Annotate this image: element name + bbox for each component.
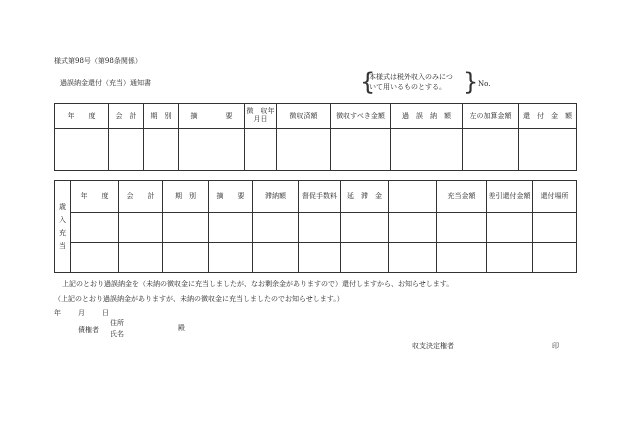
note-text bbox=[369, 72, 453, 92]
cell-account[interactable] bbox=[109, 129, 144, 171]
refund-table bbox=[54, 103, 577, 171]
cell[interactable] bbox=[437, 243, 487, 273]
form-number: 様式第98号（第98条関係） bbox=[54, 57, 142, 65]
address-label: 住所 bbox=[110, 319, 124, 327]
header-late-charge: 延 滞 金 bbox=[341, 181, 389, 213]
cell[interactable] bbox=[119, 243, 163, 273]
header-summary-2: 摘 要 bbox=[209, 181, 253, 213]
note-box bbox=[360, 68, 479, 96]
number-label: No. bbox=[478, 80, 491, 88]
cell-summary[interactable] bbox=[179, 129, 245, 171]
header-refund-place: 還付場所 bbox=[533, 181, 577, 213]
header-summary: 摘 要 bbox=[179, 104, 245, 129]
cell[interactable] bbox=[389, 243, 437, 273]
header-appropriated-amount: 充当金額 bbox=[437, 181, 487, 213]
header-account-2: 会 計 bbox=[119, 181, 163, 213]
left-brace-icon: { bbox=[360, 68, 376, 96]
appropriation-entry-row bbox=[55, 243, 577, 273]
header-amount-due: 徴収すべき金額 bbox=[331, 104, 391, 129]
cell[interactable] bbox=[209, 213, 253, 243]
document-title: 過誤納金還付（充当）通知書 bbox=[60, 79, 151, 87]
header-fiscal-year: 年 度 bbox=[55, 104, 109, 129]
header-additional-amount: 左の加算金額 bbox=[463, 104, 519, 129]
refund-entry-row bbox=[55, 129, 577, 171]
cell[interactable] bbox=[209, 243, 253, 273]
header-period-2: 期 別 bbox=[163, 181, 209, 213]
appropriation-entry-row bbox=[55, 213, 577, 243]
cell-amount-due[interactable] bbox=[331, 129, 391, 171]
header-account: 会 計 bbox=[109, 104, 144, 129]
cell[interactable] bbox=[437, 213, 487, 243]
seal-mark: 印 bbox=[552, 342, 559, 350]
cell-refund-amount[interactable] bbox=[519, 129, 577, 171]
refund-message: 上記のとおり過誤納金を（未納の徴収金に充当しましたが、なお剰余金がありますので）還付しますから、お知らせします。 bbox=[62, 280, 454, 288]
header-refund-amount: 還 付 金 額 bbox=[519, 104, 577, 129]
cell[interactable] bbox=[163, 213, 209, 243]
cell[interactable] bbox=[71, 213, 119, 243]
creditor-label: 債権者 bbox=[78, 326, 99, 334]
cell-collected-amount[interactable] bbox=[277, 129, 331, 171]
cell-collection-date[interactable] bbox=[245, 129, 277, 171]
appropriation-table bbox=[54, 180, 577, 273]
cell[interactable] bbox=[341, 243, 389, 273]
cell-fiscal-year[interactable] bbox=[55, 129, 109, 171]
date-day: 日 bbox=[102, 309, 109, 317]
header-fiscal-year-2: 年 度 bbox=[71, 181, 119, 213]
header-net-refund: 差引還付金額 bbox=[487, 181, 533, 213]
header-overpaid-amount: 過 誤 納 額 bbox=[391, 104, 463, 129]
header-reminder-fee: 督促手数料 bbox=[299, 181, 341, 213]
header-blank bbox=[389, 181, 437, 213]
cell[interactable] bbox=[533, 213, 577, 243]
cell[interactable] bbox=[299, 243, 341, 273]
cell[interactable] bbox=[487, 213, 533, 243]
date-year: 年 bbox=[54, 309, 61, 317]
right-brace-icon: } bbox=[463, 68, 479, 96]
cell[interactable] bbox=[299, 213, 341, 243]
header-delinquent-amount: 滞納額 bbox=[253, 181, 299, 213]
refund-header-row bbox=[55, 104, 577, 129]
cell-overpaid-amount[interactable] bbox=[391, 129, 463, 171]
authority-label: 収支決定権者 bbox=[412, 342, 454, 350]
cell[interactable] bbox=[253, 213, 299, 243]
name-label: 氏名 bbox=[110, 330, 124, 338]
cell[interactable] bbox=[163, 243, 209, 273]
header-collected-amount: 徴収済額 bbox=[277, 104, 331, 129]
appropriation-message: （上記のとおり過誤納金がありますが、未納の徴収金に充当しましたのでお知らせします。） bbox=[54, 295, 344, 303]
cell-additional-amount[interactable] bbox=[463, 129, 519, 171]
cell[interactable] bbox=[487, 243, 533, 273]
note-line-1: 本様式は税外収入のみにつ bbox=[369, 73, 453, 81]
cell[interactable] bbox=[253, 243, 299, 273]
cell[interactable] bbox=[389, 213, 437, 243]
honorific: 殿 bbox=[178, 324, 185, 332]
revenue-appropriation-label: 歳入充当 bbox=[55, 181, 71, 273]
cell[interactable] bbox=[533, 243, 577, 273]
cell[interactable] bbox=[71, 243, 119, 273]
appropriation-header-row bbox=[55, 181, 577, 213]
note-line-2: いて用いるものとする。 bbox=[369, 83, 446, 91]
cell[interactable] bbox=[341, 213, 389, 243]
cell[interactable] bbox=[119, 213, 163, 243]
header-collection-date: 徴 収年月日 bbox=[245, 104, 277, 129]
date-month: 月 bbox=[78, 309, 85, 317]
header-period: 期 別 bbox=[144, 104, 179, 129]
cell-period[interactable] bbox=[144, 129, 179, 171]
